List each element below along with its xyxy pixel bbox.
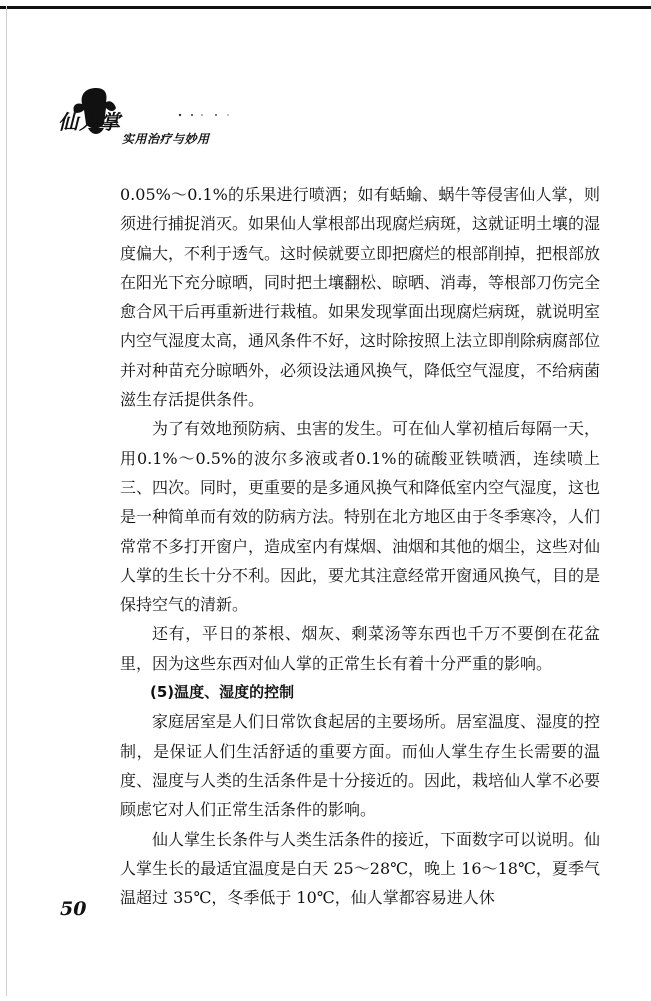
paragraph: 还有，平日的茶根、烟灰、剩菜汤等东西也千万不要倒在花盆里，因为这些东西对仙人掌的正常生长有着十分严重的影响。: [120, 624, 600, 673]
top-rule: [0, 6, 651, 9]
paragraph: 0.05%～0.1%的乐果进行喷洒；如有蛞蝓、蜗牛等侵害仙人掌，则须进行捕捉消灭。如果仙人掌根部出现腐烂病斑，这就证明土壤的湿度偏大，不利于透气。这时候就要立即把腐烂的根部削掉，把根部放在阳光下充分晾晒，同时把土壤翻松、晾晒、消毒，等根部刀伤完全愈合风干后再重新进行栽植。如果发现掌面出现腐烂病斑，就说明室内空气湿度太高，通风条件不好，这时除按照上法立即削除病腐部位并对种苗充分晾晒外，必须设法通风换气，降低空气湿度，不给病菌滋生存活提供条件。: [120, 185, 601, 410]
book-title: 仙人掌: [58, 110, 121, 134]
decorative-dots: [176, 112, 236, 118]
paragraph: 家庭居室是人们日常饮食起居的主要场所。居室温度、湿度的控制，是保证人们生活舒适的重要方面。而仙人掌生存生长需要的温度、湿度与人类的生活条件是十分接近的。因此，栽培仙人掌不必要顾虑它对人们正常生活条件的影响。: [120, 712, 601, 820]
book-subtitle: 实用治疗与妙用: [122, 132, 210, 146]
page-number: 50: [60, 898, 87, 920]
paragraph: 为了有效地预防病、虫害的发生。可在仙人掌初植后每隔一天，用0.1%～0.5%的波尔多液或者0.1%的硫酸亚铁喷洒，连续喷上三、四次。同时，更重要的是多通风换气和降低室内空气湿度，这也是一种简单而有效的防病方法。特别在北方地区由于冬季寒冷，人们常常不多打开窗户，造成室内有煤烟、油烟和其他的烟尘，这些对仙人掌的生长十分不利。因此，要尤其注意经常开窗通风换气，目的是保持空气的清新。: [120, 419, 601, 615]
body-text: [120, 180, 600, 912]
section-heading: (5)温度、湿度的控制: [150, 683, 295, 702]
page-edge: [6, 6, 7, 996]
book-header-logo: [56, 84, 236, 154]
paragraph: 仙人掌生长条件与人类生活条件的接近，下面数字可以说明。仙人掌生长的最适宜温度是白天 25～28℃，晚上 16～18℃，夏季气温超过 35℃，冬季低于 10℃，仙人掌都容易进人休: [120, 829, 601, 908]
